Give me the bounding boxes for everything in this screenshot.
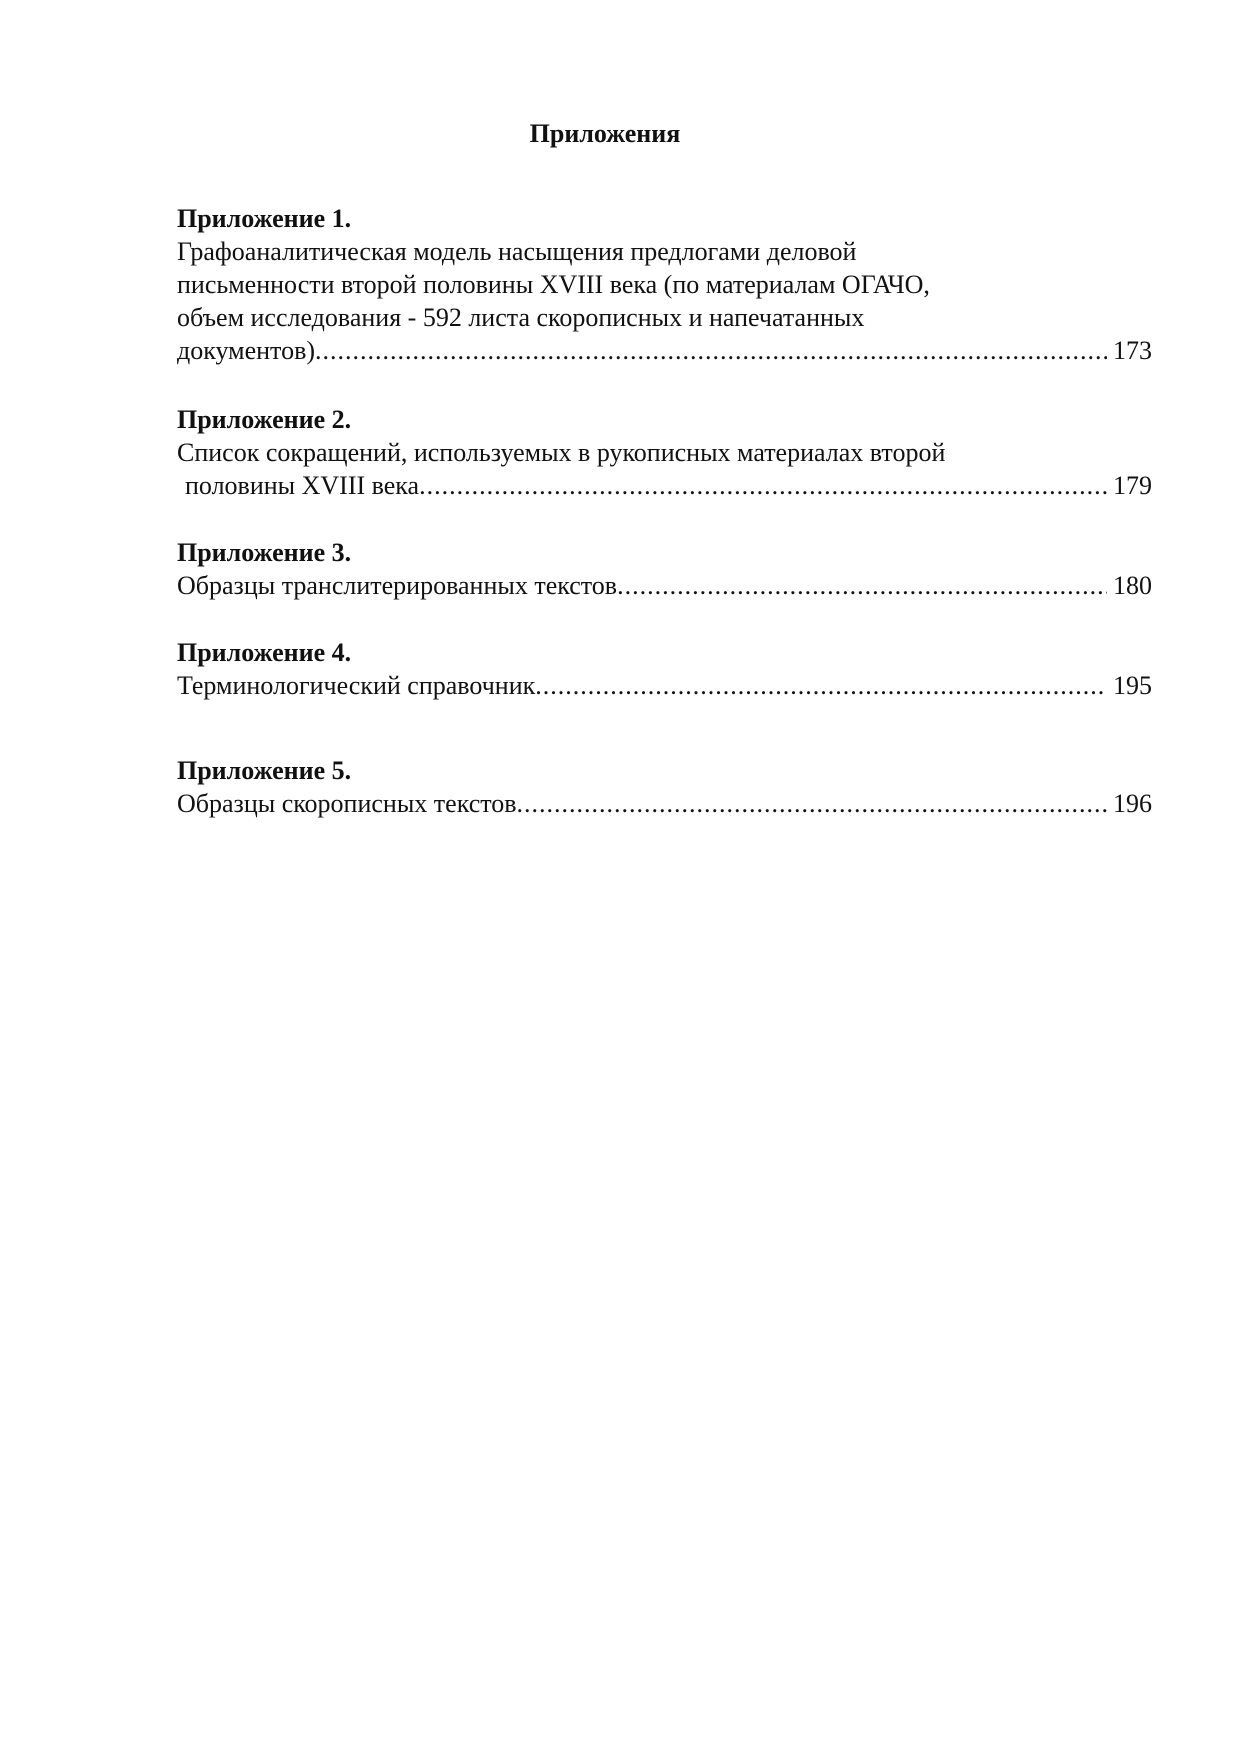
page-number: 179 [1113,471,1152,500]
appendix-entry-5 [177,754,1152,820]
page-number: 180 [1113,571,1152,600]
appendix-description-line: документов) [177,336,316,365]
toc-leader-line [177,334,1152,367]
dot-leader [419,469,1107,502]
page-title: Приложения [529,119,681,148]
page-number: 195 [1113,671,1152,700]
dot-leader [535,669,1107,702]
appendix-entry-2 [177,403,1152,502]
appendix-description-line: Терминологический справочник [177,671,536,700]
appendix-description-line: письменности второй половины XVIII века (по материалам ОГАЧО, [177,270,930,299]
appendix-description-line: Графоаналитическая модель насыщения предлогами деловой [177,237,857,266]
appendix-description-line: Список сокращений, используемых в рукописных материалах второй [177,438,946,467]
appendix-description-line: Образцы транслитерированных текстов [177,571,618,600]
appendix-entry-1 [177,202,1152,367]
appendix-entry-4 [177,636,1152,702]
toc-leader-line [177,669,1152,702]
page-number: 196 [1113,789,1152,818]
appendix-description-line: объем исследования - 592 листа скорописных и напечатанных [177,303,865,332]
appendix-description-line: половины XVIII века [185,471,420,500]
appendix-description-line: Образцы скорописных текстов [177,789,517,818]
appendix-heading: Приложение 4. [177,638,352,667]
dot-leader [617,569,1107,602]
dot-leader [517,787,1107,820]
appendix-entry-3 [177,536,1152,602]
appendix-heading: Приложение 2. [177,405,352,434]
toc-leader-line [177,469,1152,502]
toc-leader-line [177,787,1152,820]
appendix-heading: Приложение 5. [177,756,352,785]
appendix-heading: Приложение 3. [177,538,352,567]
toc-leader-line [177,569,1152,602]
dot-leader [315,334,1107,367]
appendix-heading: Приложение 1. [177,204,352,233]
page-number: 173 [1113,336,1152,365]
